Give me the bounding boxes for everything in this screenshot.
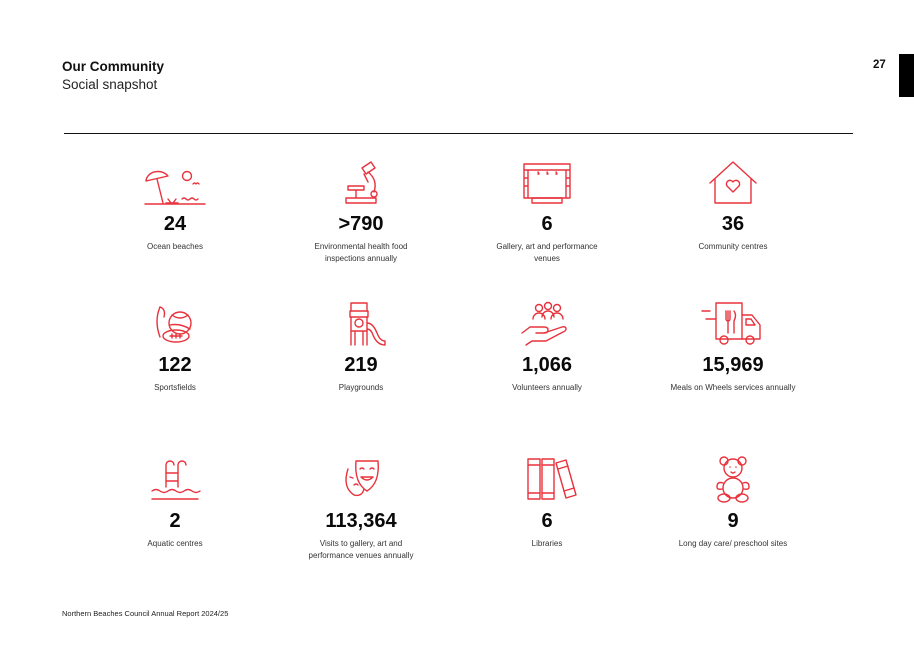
beach-icon xyxy=(142,158,208,208)
stat-value: 219 xyxy=(344,354,378,376)
stat-value: 9 xyxy=(727,510,739,532)
stat-value: 6 xyxy=(541,510,553,532)
stat-value: 6 xyxy=(541,213,553,235)
stat-community-centres xyxy=(648,158,818,253)
stat-label: Playgrounds xyxy=(338,383,384,392)
stat-label: Ocean beaches xyxy=(146,242,204,251)
page-number: 27 xyxy=(873,59,886,71)
theatre-masks-icon xyxy=(328,455,394,505)
stat-label: Aquatic centres xyxy=(147,539,203,548)
stat-label: Visits to gallery, art and performance venues annually xyxy=(308,539,414,560)
sports-balls-icon xyxy=(142,299,208,349)
stat-food-inspections xyxy=(276,158,446,265)
stat-label: Gallery, art and performance venues xyxy=(496,242,598,263)
microscope-icon xyxy=(328,158,394,208)
stat-label: Meals on Wheels services annually xyxy=(670,383,796,392)
stat-value: 2 xyxy=(169,510,181,532)
stat-childcare-sites xyxy=(648,455,818,550)
stat-value: 36 xyxy=(721,213,745,235)
stat-aquatic-centres xyxy=(90,455,260,550)
header-title: Our Community xyxy=(62,59,165,74)
stat-value: 24 xyxy=(163,213,187,235)
stat-label: Sportsfields xyxy=(154,383,196,392)
pool-ladder-icon xyxy=(142,455,208,505)
stat-label: Libraries xyxy=(531,539,563,548)
stat-value: >790 xyxy=(338,213,384,235)
stat-label: Community centres xyxy=(698,242,768,251)
stat-sportsfields xyxy=(90,299,260,394)
stat-volunteers xyxy=(462,299,632,394)
stage-icon xyxy=(514,158,580,208)
stat-value: 1,066 xyxy=(521,354,573,376)
stat-value: 15,969 xyxy=(702,354,764,376)
footer-text: Northern Beaches Council Annual Report 2024/25 xyxy=(62,609,229,618)
house-heart-icon xyxy=(700,158,766,208)
stat-value: 113,364 xyxy=(325,510,397,532)
stat-label: Long day care/ preschool sites xyxy=(678,539,788,548)
stat-libraries xyxy=(462,455,632,550)
page-tab-marker xyxy=(899,54,914,97)
stat-value: 122 xyxy=(158,354,192,376)
teddy-bear-icon xyxy=(700,455,766,505)
playground-slide-icon xyxy=(328,299,394,349)
stat-venues xyxy=(462,158,632,265)
stat-playgrounds xyxy=(276,299,446,394)
stat-label: Environmental health food inspections annually xyxy=(314,242,408,263)
delivery-truck-icon xyxy=(700,299,766,349)
stat-label: Volunteers annually xyxy=(512,383,582,392)
header-subtitle: Social snapshot xyxy=(62,77,158,92)
stat-ocean-beaches xyxy=(90,158,260,253)
volunteer-hand-icon xyxy=(514,299,580,349)
books-icon xyxy=(514,455,580,505)
stat-venue-visits xyxy=(276,455,446,562)
header-divider xyxy=(64,133,853,134)
stat-meals-on-wheels xyxy=(648,299,818,394)
